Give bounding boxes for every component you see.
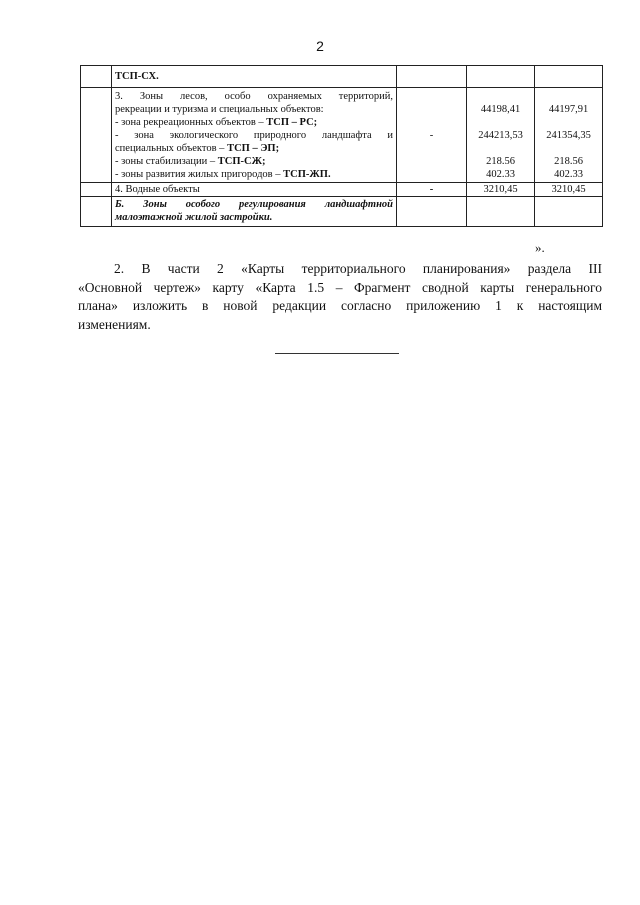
zone-text: специальных объектов – ТСП – ЭП; [115, 143, 280, 154]
table-cell [467, 66, 535, 88]
area-value: 218.56 [554, 156, 583, 167]
table-cell [112, 183, 397, 197]
zone-code: ТСП – РС; [266, 117, 318, 128]
zones-table [80, 65, 603, 227]
table-cell [467, 197, 535, 227]
dash-value: - [429, 184, 434, 195]
table-cell [397, 183, 467, 197]
paragraph-line: плана» изложить в новой редакции согласно приложению 1 к настоящим [78, 298, 602, 313]
table-cell [397, 66, 467, 88]
amendment-paragraph [78, 260, 602, 334]
zone-code: ТСП-СЖ; [217, 156, 266, 167]
area-value: 241354,35 [546, 130, 591, 141]
zone-code: ТСП-СХ. [115, 71, 159, 82]
table-cell [112, 66, 397, 88]
zone-heading: Б. Зоны особого регулирования ландшафтной [115, 199, 393, 210]
area-value: 402.33 [486, 169, 515, 180]
zone-text: - зоны стабилизации – ТСП-СЖ; [115, 156, 266, 167]
table-cell [535, 197, 603, 227]
area-value: 402.33 [554, 169, 583, 180]
area-value: 44198,41 [480, 104, 521, 115]
area-value: 44197,91 [548, 104, 589, 115]
table-cell [535, 183, 603, 197]
table-cell [81, 66, 112, 88]
table-row [81, 66, 603, 88]
table-cell [467, 88, 535, 183]
table-cell [397, 197, 467, 227]
table-cell [535, 88, 603, 183]
zone-text: - зона экологического природного ландшафта и [115, 130, 393, 141]
table-cell [535, 66, 603, 88]
paragraph-line: 2. В части 2 «Карты территориального планирования» раздела III [114, 261, 602, 276]
area-value: 218.56 [486, 156, 515, 167]
zone-text: - зоны развития жилых пригородов – ТСП-ЖП. [115, 169, 331, 180]
paragraph-line: изменениям. [78, 316, 151, 332]
area-value: 3210,45 [483, 184, 518, 195]
table-cell [397, 88, 467, 183]
table-cell [81, 183, 112, 197]
table-row [81, 88, 603, 183]
zone-label: 4. Водные объекты [115, 184, 200, 195]
dash-value: - [429, 130, 434, 141]
zone-text: 3. Зоны лесов, особо охраняемых территорий, [115, 91, 393, 102]
paragraph-line: «Основной чертеж» карту «Карта 1.5 – Фрагмент сводной карты генерального [78, 279, 602, 295]
table-cell [112, 88, 397, 183]
zone-code: ТСП-ЖП. [283, 169, 331, 180]
table-row [81, 183, 603, 197]
table-cell [81, 197, 112, 227]
area-value: 244213,53 [478, 130, 523, 141]
table-cell [81, 88, 112, 183]
zone-text: - зона рекреационных объектов – ТСП – РС; [115, 117, 318, 128]
table-cell [467, 183, 535, 197]
page-number: 2 [316, 38, 324, 54]
closing-quote: ». [535, 240, 545, 255]
table-row [81, 197, 603, 227]
area-value: 3210,45 [551, 184, 586, 195]
table-cell [112, 197, 397, 227]
zone-code: ТСП – ЭП; [227, 143, 280, 154]
zone-heading: малоэтажной жилой застройки. [115, 212, 273, 223]
zone-text: рекреации и туризма и специальных объектов: [115, 104, 324, 115]
divider [275, 353, 399, 354]
